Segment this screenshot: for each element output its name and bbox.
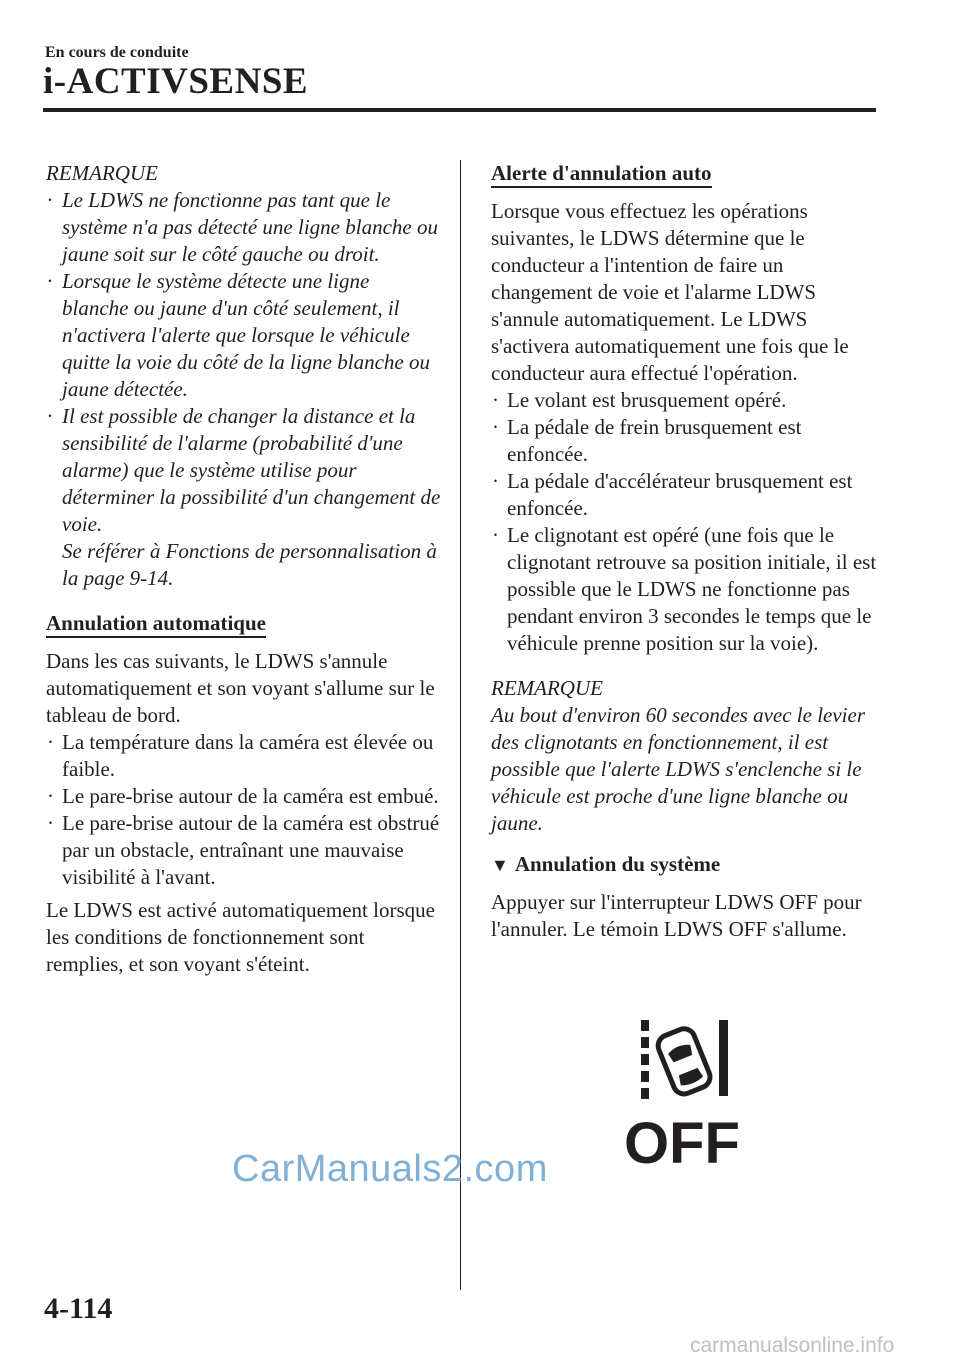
bullet-text: Il est possible de changer la distance et la sensibilité de l'alarme (probabilité d'une alarme) que le système utilise pour déterminer la possibilité d'un changement de voie.: [62, 404, 441, 536]
header-rule: [43, 108, 876, 112]
list-item: · La température dans la caméra est élevée ou faible.: [47, 730, 434, 781]
list-item: · Le pare-brise autour de la caméra est obstrué par un obstacle, entraînant une mauvaise visibilité à l'avant.: [47, 811, 440, 889]
list-item: · Le clignotant est opéré (une fois que le clignotant retrouve sa position initiale, il est possible que le LDWS ne fonctionne pas pendant environ 3 secondes le temps que le véhicule prenne position sur la voie).: [492, 523, 877, 655]
car-icon: [655, 1026, 713, 1098]
page-number: 4-114: [44, 1292, 113, 1325]
bullet-text: La pédale d'accélérateur brusquement est enfoncée.: [507, 469, 853, 520]
system-cancel-text: Appuyer sur l'interrupteur LDWS OFF pour l'annuler. Le témoin LDWS OFF s'allume.: [491, 890, 862, 941]
alert-cancel-heading: Alerte d'annulation auto: [491, 161, 712, 188]
system-cancel-title: Annulation du système: [514, 852, 721, 876]
cross-reference: Se référer à Fonctions de personnalisation à la page 9-14.: [62, 539, 437, 590]
bullet-text: La température dans la caméra est élevée ou faible.: [62, 730, 434, 781]
list-item: · La pédale d'accélérateur brusquement est enfoncée.: [492, 469, 853, 520]
section-label: En cours de conduite: [45, 44, 189, 61]
ldws-off-indicator-icon: [615, 1016, 750, 1166]
alert-cancel-bullet-list: [491, 387, 886, 657]
list-item: · Le volant est brusquement opéré.: [492, 388, 787, 412]
note-bullet-list: [46, 187, 441, 592]
right-column: [491, 160, 886, 943]
left-column: [46, 160, 441, 978]
bullet-text: Le LDWS ne fonctionne pas tant que le système n'a pas détecté une ligne blanche ou jaune soit sur le côté gauche ou droit.: [62, 188, 438, 266]
footer-site: carmanualsonline.info: [690, 1334, 895, 1357]
note-title: REMARQUE: [46, 161, 158, 185]
bullet-text: Le volant est brusquement opéré.: [507, 388, 787, 412]
note-title: REMARQUE: [491, 676, 603, 700]
lane-dashes-icon: [641, 1020, 728, 1099]
bullet-text: Le clignotant est opéré (une fois que le clignotant retrouve sa position initiale, il est possible que le LDWS ne fonctionne pas pendant environ 3 secondes le temps que le véhicule prenne position sur la voie).: [507, 523, 877, 655]
list-item: · La pédale de frein brusquement est enfoncée.: [492, 415, 802, 466]
system-cancel-heading: [491, 851, 886, 879]
bullet-text: Lorsque le système détecte une ligne blanche ou jaune d'un côté seulement, il n'activera l'alerte que lorsque le véhicule quitte la voie du côté de la ligne blanche ou jaune détectée.: [62, 269, 430, 401]
alert-cancel-intro: Lorsque vous effectuez les opérations suivantes, le LDWS détermine que le conducteur a l'intention de faire un changement de voie et l'alarme LDWS s'annule automatiquement. Le LDWS s'activera automatiquement une fois que le conducteur aura effectué l'opération.: [491, 199, 849, 385]
list-item: · Le LDWS ne fonctionne pas tant que le système n'a pas détecté une ligne blanche ou jaune soit sur le côté gauche ou droit.: [47, 188, 438, 266]
indicator-off-text: OFF: [624, 1111, 740, 1166]
bullet-text: Le pare-brise autour de la caméra est embué.: [62, 784, 439, 808]
auto-cancel-bullet-list: [46, 729, 441, 891]
page-title: i-ACTIVSENSE: [43, 61, 309, 102]
note-text: Au bout d'environ 60 secondes avec le levier des clignotants en fonctionnement, il est possible que l'alerte LDWS s'enclenche si le véhicule est proche d'une ligne blanche ou jaune.: [491, 703, 866, 835]
bullet-text: Le pare-brise autour de la caméra est obstrué par un obstacle, entraînant une mauvaise visibilité à l'avant.: [62, 811, 440, 889]
watermark: CarManuals2.com: [232, 1148, 548, 1190]
auto-cancel-outro: Le LDWS est activé automatiquement lorsque les conditions de fonctionnement sont remplies, et son voyant s'éteint.: [46, 898, 435, 976]
auto-cancel-intro: Dans les cas suivants, le LDWS s'annule automatiquement et son voyant s'allume sur le tableau de bord.: [46, 649, 435, 727]
auto-cancel-heading: Annulation automatique: [46, 611, 266, 638]
list-item: · Le pare-brise autour de la caméra est embué.: [47, 784, 439, 808]
list-item: · Il est possible de changer la distance et la sensibilité de l'alarme (probabilité d'une alarme) que le système utilise pour déterminer la possibilité d'un changement de voie. Se référer à Fonctions de personnalisation à la page 9-14.: [47, 404, 441, 590]
column-divider: [460, 160, 461, 1290]
triangle-marker-icon: ▼: [491, 855, 509, 875]
list-item: · Lorsque le système détecte une ligne blanche ou jaune d'un côté seulement, il n'activera l'alerte que lorsque le véhicule quitte la voie du côté de la ligne blanche ou jaune détectée.: [47, 269, 430, 401]
bullet-text: La pédale de frein brusquement est enfoncée.: [507, 415, 802, 466]
